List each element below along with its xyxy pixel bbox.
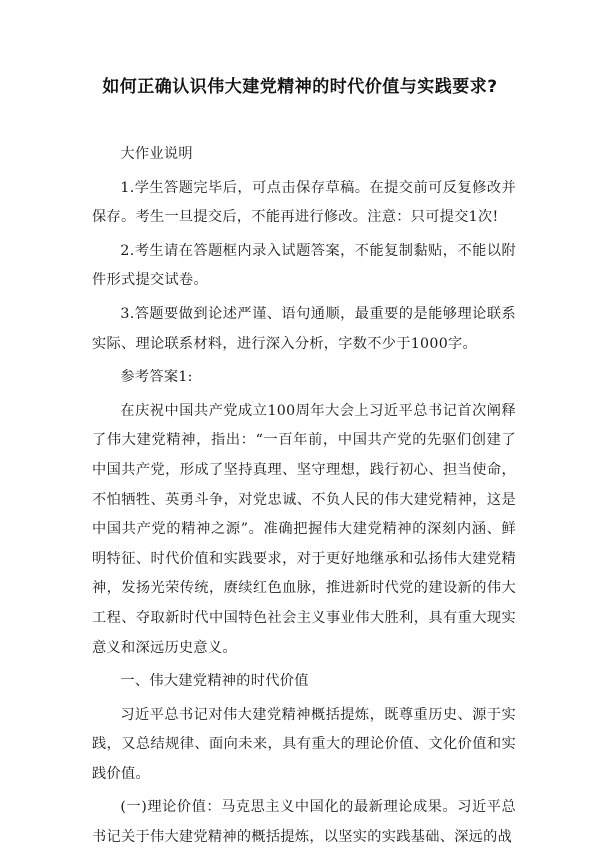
document-title: 如何正确认识伟大建党精神的时代价值与实践要求? [102,77,498,97]
paragraph-section-heading: 一、伟大建党精神的时代价值 [120,673,309,690]
paragraph-theory-value: (一)理论价值：马克思主义中国化的最新理论成果。习近平总书记关于伟大建党精神的概括提炼，以坚实的实践基础、深远的战 [92,799,516,846]
paragraph-rule-1: 1.学生答题完毕后，可点击保存草稿。在提交前可反复修改并保存。考生一旦提交后，不能再进行修改。注意：只可提交1次! [92,179,516,226]
paragraph-section-body: 习近平总书记对伟大建党精神概括提炼，既尊重历史、源于实践，又总结规律、面向未来，具有重大的理论价值、文化价值和实践价值。 [92,706,516,782]
paragraph-assignment-heading: 大作业说明 [120,146,193,162]
document-body [92,140,516,853]
paragraph-rule-2: 2.考生请在答题框内录入试题答案，不能复制黏贴，不能以附件形式提交试卷。 [92,242,516,289]
paragraph-reference-answer-label: 参考答案1: [120,369,193,386]
paragraph-rule-3: 3.答题要做到论述严谨、语句通顺，最重要的是能够理论联系实际、理论联系材料，进行深入分析，字数不少于1000字。 [92,305,516,352]
paragraph-intro: 在庆祝中国共产党成立100周年大会上习近平总书记首次阐释了伟大建党精神，指出：“一百年前，中国共产党的先驱们创建了中国共产党，形成了坚持真理、坚守理想，践行初心、担当使命，不怕牺牲、英勇斗争，对党忠诚、不负人民的伟大建党精神，这是中国共产党的精神之源”。准确把握伟大建党精神的深刻内涵、鲜明特征、时代价值和实践要求，对于更好地继承和弘扬伟大建党精神，发扬光荣传统，赓续红色血脉，推进新时代党的建设新的伟大工程、夺取新时代中国特色社会主义事业伟大胜利，具有重大现实意义和深远历史意义。 [92,402,516,656]
